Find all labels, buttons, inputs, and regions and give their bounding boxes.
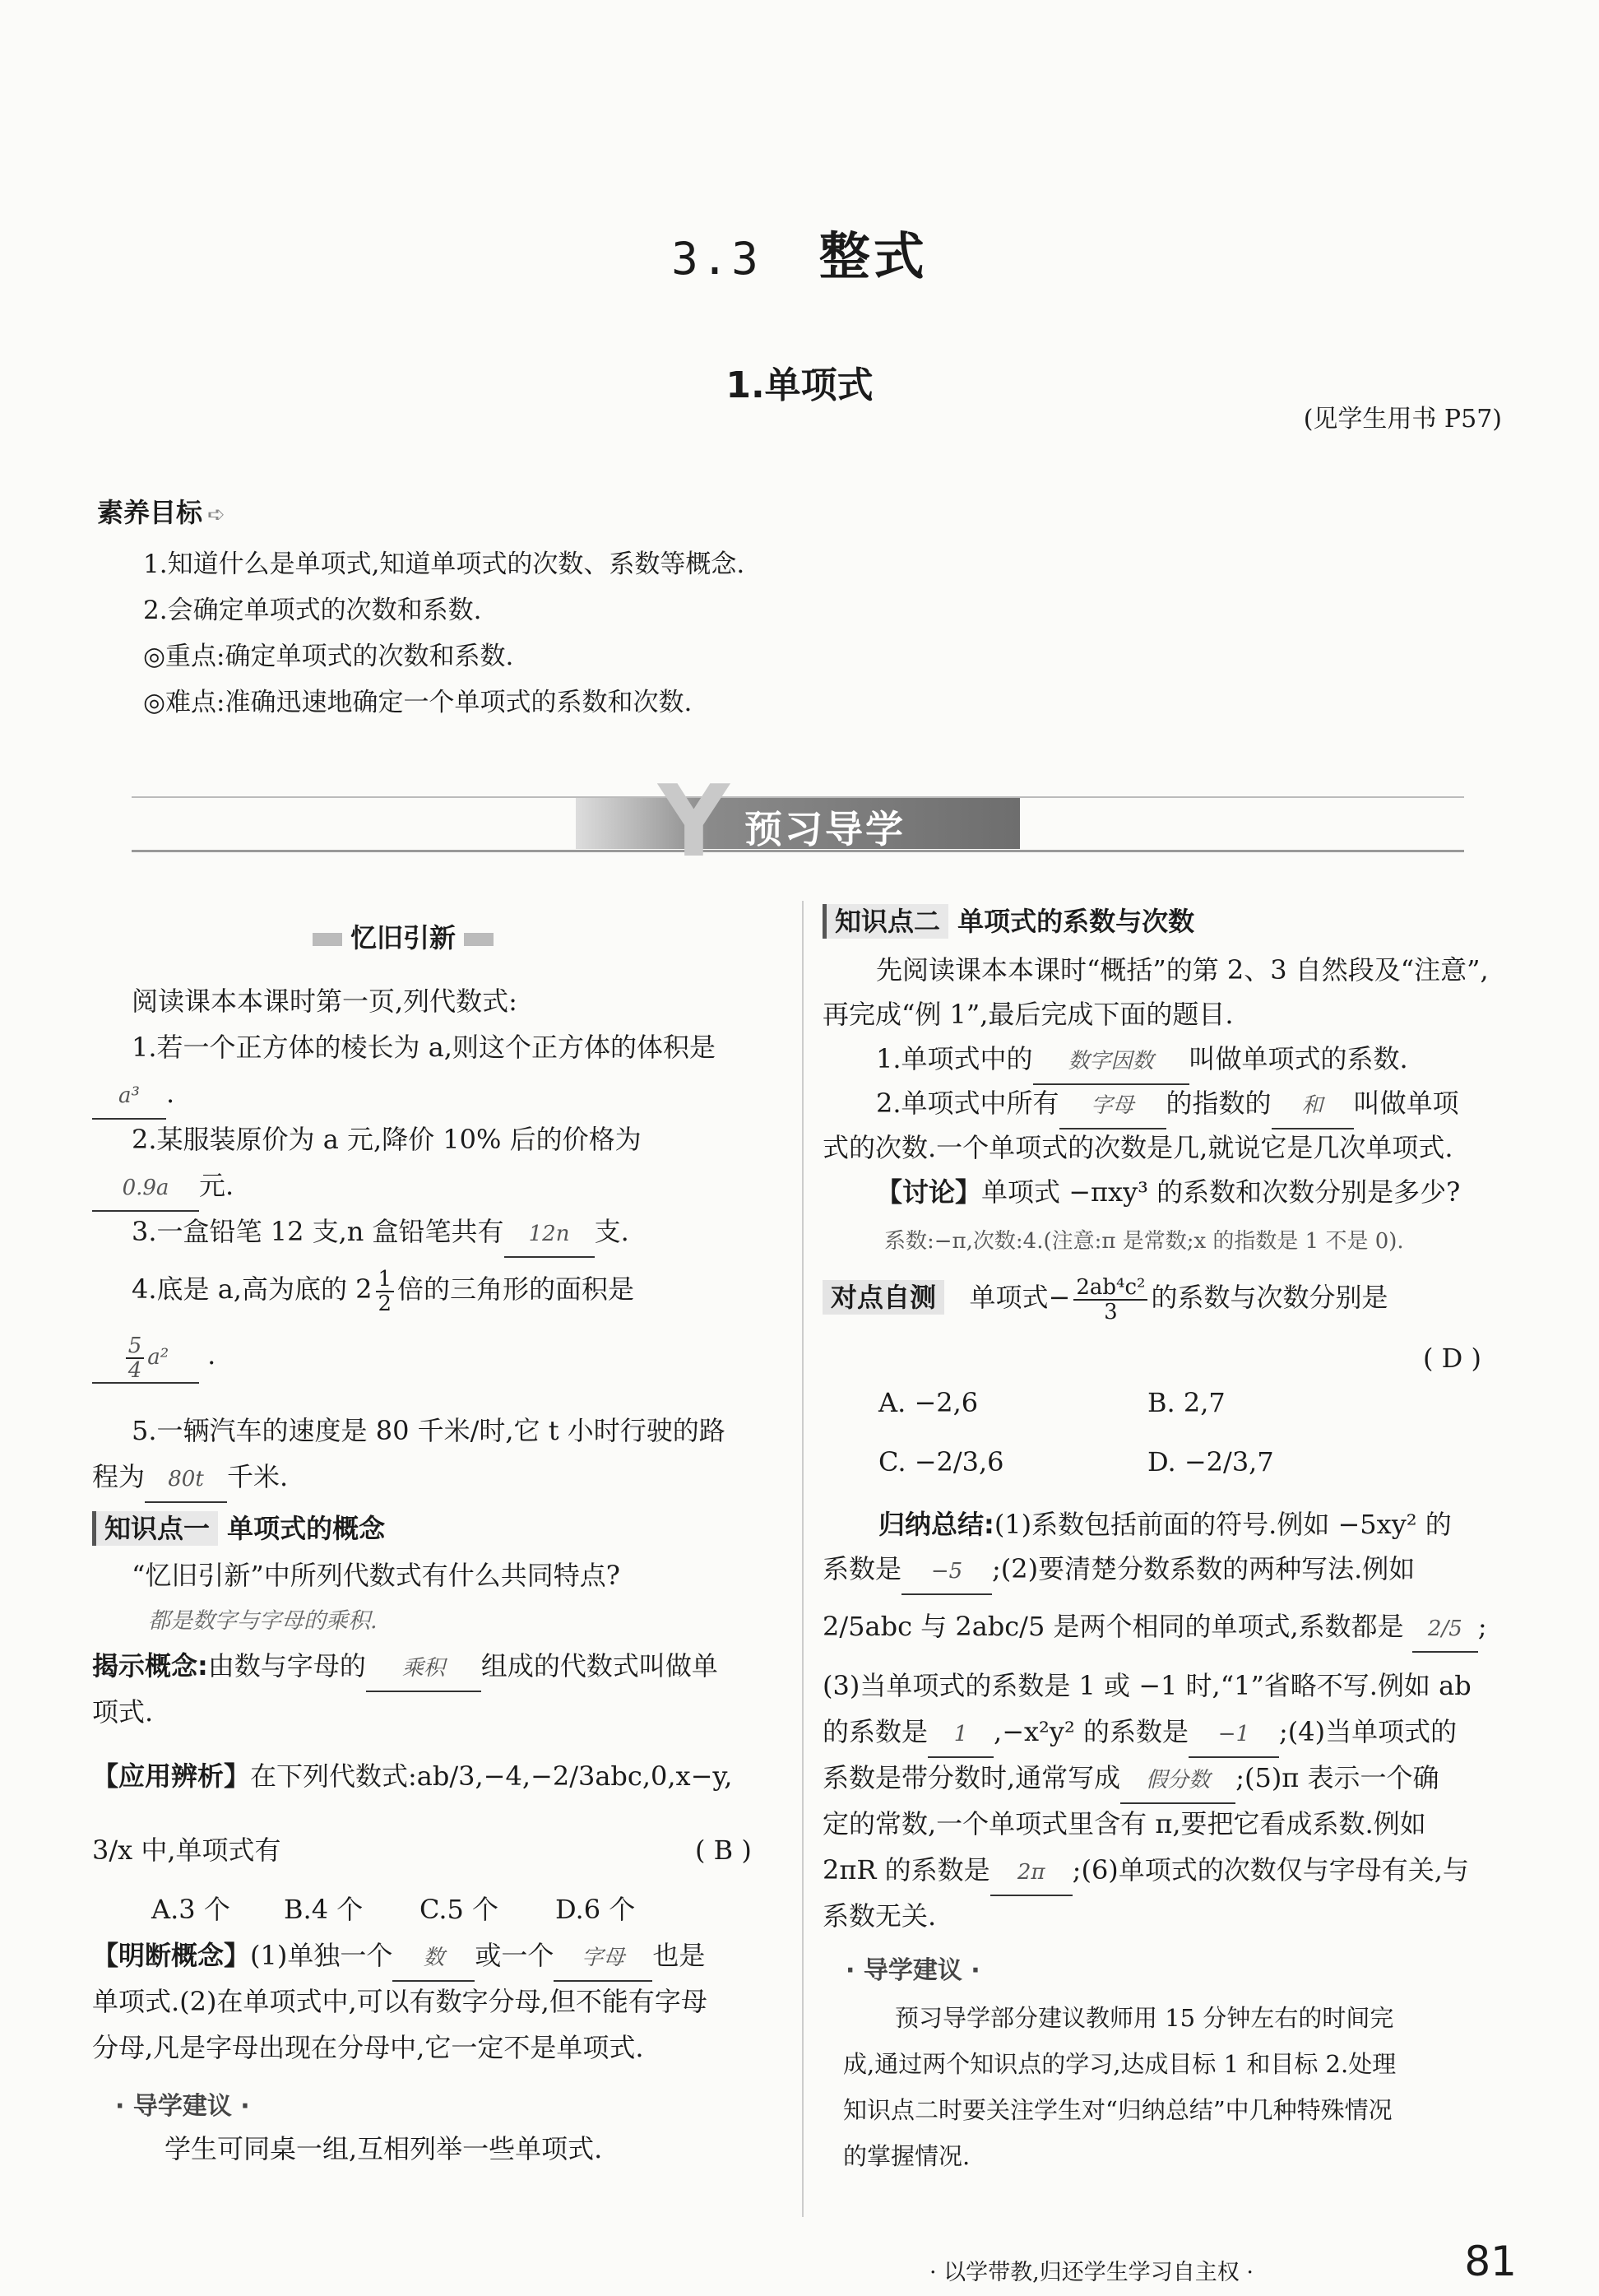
- self-test-option-a: A. −2,6: [878, 1387, 979, 1418]
- summary-4: (3)当单项式的系数是 1 或 −1 时,“1”省略不写.例如 ab: [823, 1670, 1472, 1701]
- banner-title: 预习导学: [744, 807, 906, 851]
- question-4: 4.底是 a,高为底的 2 $\frac{1}{2}$ 倍的三角形的面积是: [132, 1266, 635, 1316]
- advice-right-1: 预习导学部分建议教师用 15 分钟左右的时间完: [895, 2004, 1394, 2032]
- column-divider: [802, 901, 804, 2217]
- advice-heading-left: · 导学建议 ·: [115, 2092, 250, 2121]
- section-name: 整式: [818, 226, 928, 286]
- degree-answer-1: 字母: [1059, 1083, 1166, 1129]
- arrow-icon: ➪: [207, 503, 225, 527]
- answer-5-line: 程为 80t 千米.: [92, 1454, 288, 1503]
- goal-item: 1.知道什么是单项式,知道单项式的次数、系数等概念.: [143, 550, 745, 579]
- summary-3: 2/5abc 与 2abc/5 是两个相同的单项式,系数都是 2/5 ;: [823, 1604, 1487, 1653]
- answer-2: 0.9a: [92, 1166, 199, 1212]
- self-test-option-d: D. −2/3,7: [1147, 1446, 1274, 1477]
- answer-1-line: a³ .: [92, 1071, 174, 1120]
- summary-answer-6: 2π: [990, 1850, 1073, 1896]
- clarify-answer-2: 字母: [554, 1936, 652, 1982]
- clarify-line-2: 单项式.(2)在单项式中,可以有数字分母,但不能有字母: [92, 1986, 707, 2017]
- clarify-answer-1: 数: [392, 1936, 475, 1982]
- read-line-2: 再完成“例 1”,最后完成下面的题目.: [823, 999, 1234, 1030]
- self-test-answer: ( D ): [1423, 1343, 1481, 1374]
- degree-def-2: 式的次数.一个单项式的次数是几,就说它是几次单项式.: [823, 1132, 1453, 1163]
- knowledge-point-1: 知识点一 单项式的概念: [92, 1508, 385, 1546]
- answer-4-line: $\frac{5}{4}$ a² .: [92, 1333, 216, 1384]
- coef-def: 1.单项式中的 数字因数 叫做单项式的系数.: [876, 1037, 1408, 1085]
- review-intro: 阅读课本本课时第一页,列代数式:: [132, 986, 517, 1017]
- degree-answer-2: 和: [1272, 1083, 1354, 1129]
- question-5: 5.一辆汽车的速度是 80 千米/时,它 t 小时行驶的路: [132, 1415, 725, 1446]
- self-test-option-c: C. −2/3,6: [878, 1446, 1004, 1477]
- self-test-label: 对点自测: [823, 1280, 944, 1315]
- section-title: [0, 216, 1599, 289]
- answer-3: 12n: [504, 1212, 595, 1258]
- page-number: 81: [1464, 2238, 1517, 2285]
- answer-5: 80t: [145, 1457, 227, 1503]
- concept-answer: 乘积: [366, 1646, 481, 1692]
- footer-slogan: · 以学带教,归还学生学习自主权 ·: [929, 2260, 1254, 2285]
- advice-right-2: 成,通过两个知识点的学习,达成目标 1 和目标 2.处理: [843, 2050, 1397, 2078]
- question-2: 2.某服装原价为 a 元,降价 10% 后的价格为: [132, 1124, 642, 1155]
- self-test-option-b: B. 2,7: [1147, 1387, 1226, 1418]
- option-c: C.5 个: [419, 1894, 499, 1925]
- summary-7: 定的常数,一个单项式里含有 π,要把它看成系数.例如: [823, 1808, 1426, 1839]
- banner-letter: Y: [658, 765, 730, 879]
- degree-def: 2.单项式中所有 字母 的指数的 和 叫做单项: [876, 1081, 1459, 1129]
- answer-4: $\frac{5}{4}$ a²: [92, 1334, 199, 1384]
- answer-1: a³: [92, 1074, 166, 1120]
- advice-right-4: 的掌握情况.: [843, 2142, 971, 2170]
- kp1-question: “忆旧引新”中所列代数式有什么共同特点?: [132, 1560, 620, 1591]
- option-b: B.4 个: [284, 1894, 364, 1925]
- coef-answer: 数字因数: [1033, 1039, 1189, 1085]
- option-a: A.3 个: [151, 1894, 230, 1925]
- summary-2: 系数是 −5 ;(2)要清楚分数系数的两种写法.例如: [823, 1547, 1415, 1595]
- advice-right-3: 知识点二时要关注学生对“归纳总结”中几种特殊情况: [843, 2096, 1393, 2124]
- summary-answer-1: −5: [901, 1549, 992, 1595]
- goals-heading: 素养目标 ➪: [97, 497, 225, 528]
- summary-answer-2: 2/5: [1412, 1607, 1478, 1653]
- goal-item: 2.会确定单项式的次数和系数.: [143, 596, 482, 625]
- summary-answer-3: 1: [928, 1712, 994, 1758]
- kp1-answer: 都是数字与字母的乘积.: [148, 1608, 378, 1634]
- discussion-answer: 系数:−π,次数:4.(注意:π 是常数;x 的指数是 1 不是 0).: [884, 1229, 1404, 1254]
- lesson-title: 1.单项式: [725, 364, 874, 406]
- section-number: 3.3: [671, 233, 762, 285]
- advice-left: 学生可同桌一组,互相列举一些单项式.: [165, 2133, 603, 2164]
- option-d: D.6 个: [555, 1894, 636, 1925]
- summary-1: 归纳总结:(1)系数包括前面的符号.例如 −5xy² 的: [878, 1509, 1452, 1540]
- self-test: 对点自测 单项式− $\frac{\text{2ab⁴c²}}{3}$ 的系数与次数分别是: [823, 1275, 1388, 1324]
- goal-item: ◎难点:准确迅速地确定一个单项式的系数和次数.: [143, 688, 693, 717]
- concept-line: 揭示概念:由数与字母的 乘积 组成的代数式叫做单: [92, 1644, 718, 1692]
- apply-question-2: 3/x 中,单项式有: [92, 1834, 281, 1866]
- summary-5: 的系数是 1 ,−x²y² 的系数是 −1 ;(4)当单项式的: [823, 1709, 1457, 1758]
- answer-2-line: 0.9a 元.: [92, 1163, 234, 1212]
- concept-line-2: 项式.: [92, 1696, 154, 1728]
- summary-8: 2πR 的系数是 2π ;(6)单项式的次数仅与字母有关,与: [823, 1848, 1469, 1896]
- apply-answer: ( B ): [695, 1834, 752, 1866]
- summary-answer-5: 假分数: [1120, 1758, 1235, 1804]
- clarify-line-3: 分母,凡是字母出现在分母中,它一定不是单项式.: [92, 2032, 644, 2063]
- question-3: 3.一盒铅笔 12 支,n 盒铅笔共有 12n 支.: [132, 1209, 629, 1258]
- apply-question: 【应用辨析】在下列代数式:ab/3,−4,−2/3abc,0,x−y,: [92, 1760, 733, 1792]
- summary-6: 系数是带分数时,通常写成 假分数 ;(5)π 表示一个确: [823, 1756, 1439, 1804]
- summary-9: 系数无关.: [823, 1900, 937, 1932]
- summary-answer-4: −1: [1189, 1712, 1279, 1758]
- advice-heading-right: · 导学建议 ·: [846, 1956, 980, 1985]
- clarify-line-1: 【明断概念】(1)单独一个 数 或一个 字母 也是: [92, 1933, 705, 1982]
- question-1: 1.若一个正方体的棱长为 a,则这个正方体的体积是: [132, 1032, 716, 1063]
- review-heading: 忆旧引新: [304, 917, 502, 955]
- discussion: 【讨论】单项式 −πxy³ 的系数和次数分别是多少?: [876, 1176, 1461, 1208]
- book-reference: (见学生用书 P57): [1303, 405, 1502, 434]
- knowledge-point-2: 知识点二 单项式的系数与次数: [823, 901, 1194, 939]
- goal-item: ◎重点:确定单项式的次数和系数.: [143, 642, 514, 671]
- read-line-1: 先阅读课本本课时“概括”的第 2、3 自然段及“注意”,: [876, 954, 1489, 986]
